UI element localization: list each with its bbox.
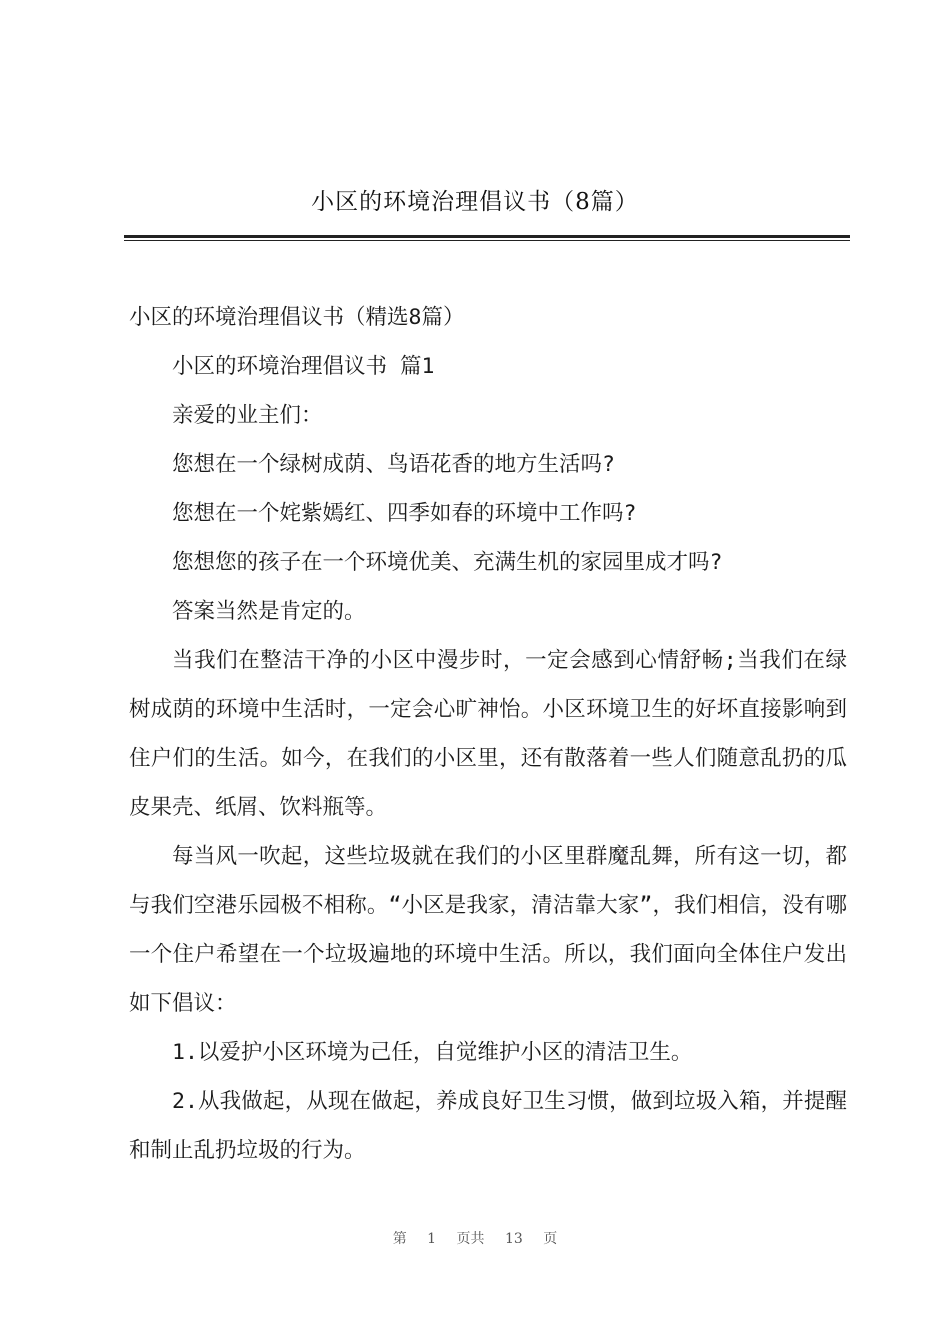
- document-title: 小区的环境治理倡议书（8篇）: [311, 189, 639, 215]
- body-paragraph: 您想在一个姹紫嫣红、四季如春的环境中工作吗?: [172, 501, 637, 526]
- list-item: 1.以爱护小区环境为己任，自觉维护小区的清洁卫生。: [172, 1040, 693, 1065]
- body-paragraph: 当我们在整洁干净的小区中漫步时，一定会感到心情舒畅;当我们在绿树成荫的环境中生活时，一定会心旷神怡。小区环境卫生的好坏直接影响到住户们的生活。如今，在我们的小区里，还有散落着一些人们随意乱扔的瓜皮果壳、纸屑、饮料瓶等。: [129, 648, 847, 820]
- section-heading: 小区的环境治理倡议书 篇1: [172, 354, 435, 379]
- salutation-paragraph: 亲爱的业主们：: [172, 403, 323, 428]
- footer-current-page: 1: [427, 1231, 437, 1247]
- document-body: [129, 293, 847, 1175]
- title-rule-thin: [124, 240, 850, 241]
- footer-label-page: 第: [392, 1231, 407, 1247]
- body-paragraph: 每当风一吹起，这些垃圾就在我们的小区里群魔乱舞，所有这一切，都与我们空港乐园极不相称。“小区是我家，清洁靠大家”，我们相信，没有哪一个住户希望在一个垃圾遍地的环境中生活。所以，我们面向全体住户发出如下倡议：: [129, 844, 847, 1016]
- footer-label-end: 页: [543, 1231, 558, 1247]
- body-paragraph: 答案当然是肯定的。: [172, 599, 366, 624]
- footer-total-pages: 13: [505, 1231, 523, 1247]
- list-item: 2.从我做起，从现在做起，养成良好卫生习惯，做到垃圾入箱，并提醒和制止乱扔垃圾的行为。: [129, 1089, 847, 1163]
- page-footer: [0, 1228, 950, 1248]
- title-rule-thick: [124, 235, 850, 238]
- footer-label-of: 页共: [456, 1231, 485, 1247]
- body-paragraph: 您想您的孩子在一个环境优美、充满生机的家园里成才吗?: [172, 550, 723, 575]
- body-paragraph: 您想在一个绿树成荫、鸟语花香的地方生活吗?: [172, 452, 615, 477]
- subtitle-paragraph: 小区的环境治理倡议书（精选8篇）: [129, 305, 465, 330]
